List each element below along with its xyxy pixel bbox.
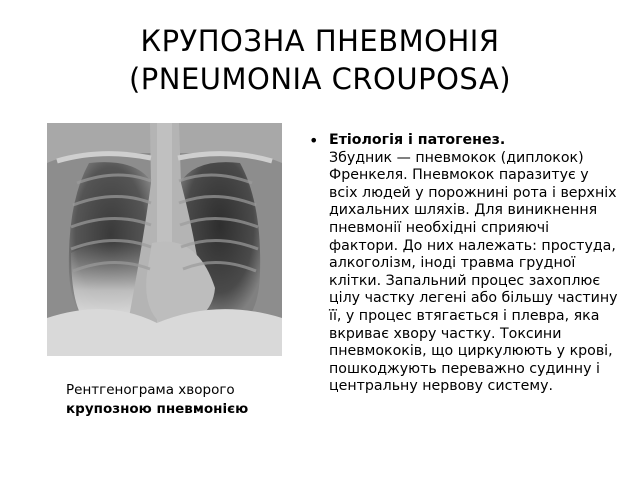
slide-title-line2: (PNEUMONIA CROUPOSA) bbox=[128, 62, 512, 96]
caption-line2: крупозною пневмонією bbox=[66, 401, 249, 417]
bullet-heading: Етіологія і патогенез. bbox=[329, 132, 506, 148]
chest-xray-image bbox=[47, 123, 282, 356]
etiology-bullet bbox=[309, 132, 619, 396]
slide-title-line1: КРУПОЗНА ПНЕВМОНІЯ bbox=[140, 24, 500, 58]
bullet-body: Збудник — пневмокок (диплокок) Френкеля. Пневмокок паразитує у всіх людей у порожнині рота і верхніх дихальних шляхів. Для виникнення пневмонії необхідні сприяючі фактори. До них належать: простуда, алкоголізм, іноді травма грудної клітки. Запальний процес захоплює цілу частку легені або більшу частину її, у процес втягається і плевра, яка вкриває хвору частку. Токсини пневмококів, що циркулюють у крові, пошкоджують переважно судинну і центральну нервову систему. bbox=[329, 149, 618, 395]
bullet-text bbox=[329, 132, 619, 396]
image-caption bbox=[66, 381, 286, 419]
slide-title bbox=[0, 22, 640, 98]
bullet-marker: • bbox=[309, 131, 319, 150]
caption-line1: Рентгенограма хворого bbox=[66, 382, 235, 398]
